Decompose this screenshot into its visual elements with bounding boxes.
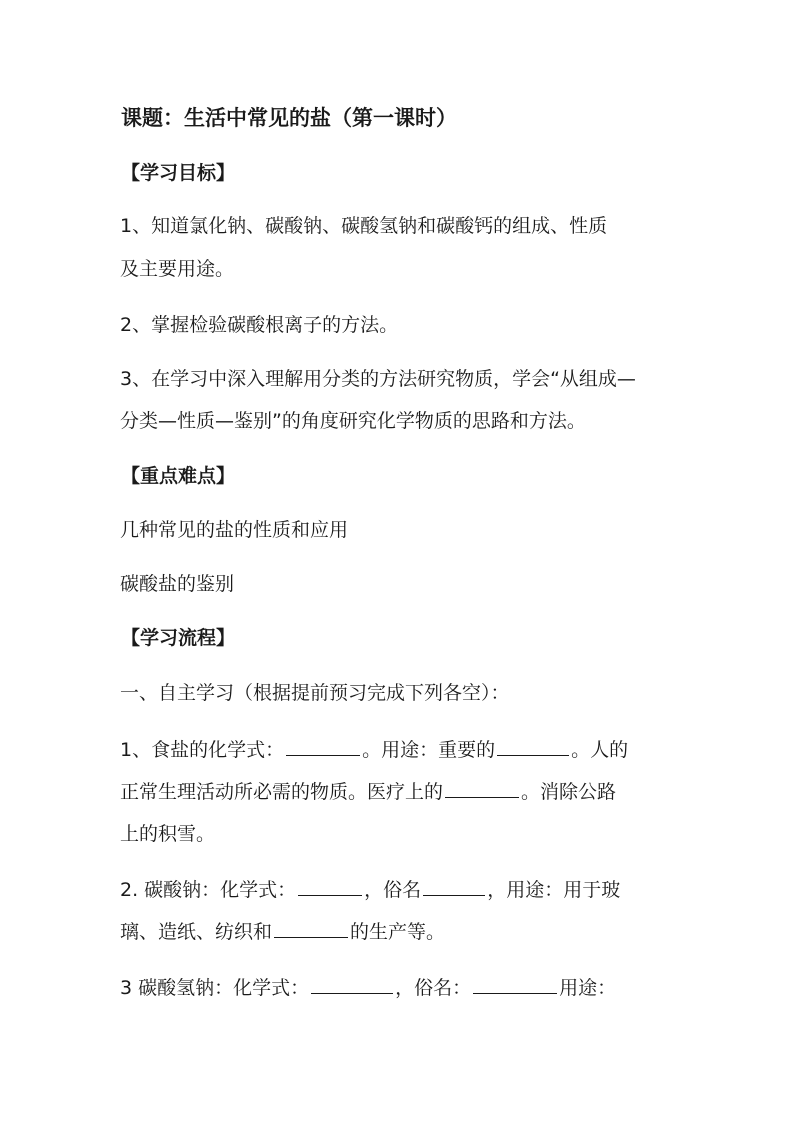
question-3-text-a: 3 碳酸氢钠：化学式： (120, 977, 310, 999)
objective-3-line-2: 分类—性质—鉴别”的角度研究化学物质的思路和方法。 (120, 410, 586, 432)
fill-in-blank[interactable] (497, 737, 569, 756)
question-1-text-d: 正常生理活动所必需的物质。医疗上的 (120, 781, 444, 803)
key-point-2: 碳酸盐的鉴别 (120, 573, 235, 595)
question-2-line-1 (120, 877, 620, 902)
fill-in-blank[interactable] (311, 975, 393, 994)
question-1-text-e: 。消除公路 (521, 781, 617, 803)
objectives-heading: 【学习目标】 (121, 162, 236, 184)
key-point-1: 几种常见的盐的性质和应用 (120, 519, 349, 541)
question-3-text-b: ，俗名： (395, 977, 472, 999)
fill-in-blank[interactable] (298, 877, 362, 896)
question-3-text-c: 用途： (559, 977, 617, 999)
objective-3-line-1: 3、在学习中深入理解用分类的方法研究物质，学会“从组成— (120, 368, 636, 390)
question-1-line-1 (120, 737, 628, 762)
question-1-line-2 (120, 779, 616, 804)
question-1-line-3: 上的积雪。 (120, 823, 216, 845)
question-2-line-2 (120, 919, 445, 944)
page-title: 课题：生活中常见的盐（第一课时） (121, 106, 457, 130)
question-1-text-c: 。人的 (571, 739, 629, 761)
objective-2: 2、掌握检验碳酸根离子的方法。 (120, 314, 399, 336)
key-points-heading: 【重点难点】 (121, 465, 236, 487)
question-2-text-c: ，用途：用于玻 (487, 879, 621, 901)
question-1-text-a: 1、食盐的化学式： (120, 739, 285, 761)
fill-in-blank[interactable] (423, 877, 485, 896)
question-2-text-a: 2. 碳酸钠：化学式： (120, 879, 297, 901)
question-2-text-d: 璃、造纸、纺织和 (120, 921, 273, 943)
section-1-heading: 一、自主学习（根据提前预习完成下列各空）： (120, 682, 510, 704)
question-3-line-1 (120, 975, 616, 1000)
question-2-text-e: 的生产等。 (350, 921, 446, 943)
objective-1-line-1: 1、知道氯化钠、碳酸钠、碳酸氢钠和碳酸钙的组成、性质 (120, 215, 608, 237)
fill-in-blank[interactable] (274, 919, 348, 938)
objective-1-line-2: 及主要用途。 (120, 258, 235, 280)
fill-in-blank[interactable] (473, 975, 557, 994)
question-2-text-b: ，俗名 (364, 879, 422, 901)
process-heading: 【学习流程】 (121, 627, 236, 649)
fill-in-blank[interactable] (445, 779, 519, 798)
fill-in-blank[interactable] (286, 737, 360, 756)
question-1-text-b: 。用途：重要的 (362, 739, 496, 761)
